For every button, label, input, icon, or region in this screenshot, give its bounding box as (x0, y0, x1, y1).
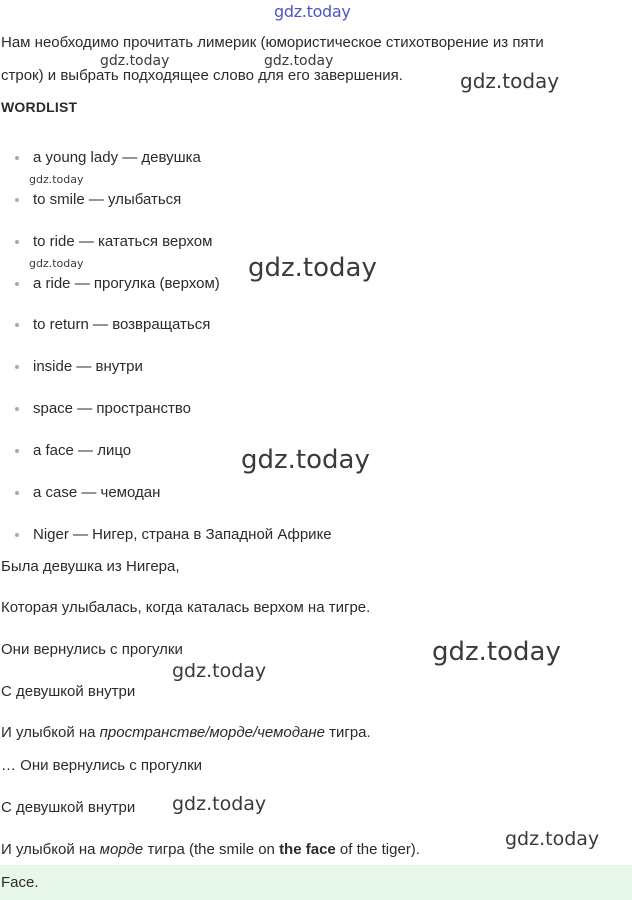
poem-final-line-1: … Они вернулись с прогулки (1, 757, 203, 774)
bullet-icon (15, 323, 19, 327)
bullet-icon (15, 491, 19, 495)
answer-text: Face. (1, 874, 39, 891)
watermark: gdz.today (241, 445, 370, 475)
list-item: to smile — улыбаться (15, 191, 181, 208)
answer-box (0, 865, 632, 900)
bullet-icon (15, 449, 19, 453)
list-item: a young lady — девушка (15, 149, 201, 166)
list-item: to return — возвращаться (15, 316, 210, 333)
intro-line-1: Нам необходимо прочитать лимерик (юмористическое стихотворение из пяти (1, 34, 544, 51)
list-item: inside — внутри (15, 358, 143, 375)
watermark: gdz.today (432, 637, 561, 667)
watermark: gdz.today (264, 53, 334, 69)
poem-line-4: С девушкой внутри (1, 683, 136, 700)
poem-final-line-3: И улыбкой на морде тигра (the smile on the face of the tiger). (1, 841, 420, 858)
watermark: gdz.today (172, 793, 267, 815)
watermark: gdz.today (505, 828, 600, 850)
poem-line-5: И улыбкой на пространстве/морде/чемодане тигра. (1, 724, 371, 741)
poem-options: пространстве/морде/чемодане (99, 724, 325, 741)
poem-line-3: Они вернулись с прогулки (1, 641, 183, 658)
list-item: Niger — Нигер, страна в Западной Африке (15, 526, 332, 543)
bullet-icon (15, 533, 19, 537)
list-item: a ride — прогулка (верхом) (15, 275, 220, 292)
list-item: a case — чемодан (15, 484, 160, 501)
bullet-icon (15, 365, 19, 369)
poem-line-2: Которая улыбалась, когда каталась верхом на тигре. (1, 599, 371, 616)
bullet-icon (15, 240, 19, 244)
list-item: a face — лицо (15, 442, 131, 459)
intro-line-2: строк) и выбрать подходящее слово для его завершения. (1, 67, 403, 84)
watermark: gdz.today (172, 660, 267, 682)
watermark: gdz.today (29, 173, 84, 186)
bullet-icon (15, 156, 19, 160)
watermark-top: gdz.today (274, 2, 351, 21)
wordlist-heading: WORDLIST (1, 99, 78, 115)
bullet-icon (15, 407, 19, 411)
bullet-icon (15, 198, 19, 202)
watermark: gdz.today (100, 53, 170, 69)
watermark: gdz.today (29, 257, 84, 270)
bullet-icon (15, 282, 19, 286)
list-item: space — пространство (15, 400, 191, 417)
watermark: gdz.today (248, 253, 377, 283)
poem-final-line-2: С девушкой внутри (1, 799, 136, 816)
watermark: gdz.today (460, 69, 560, 93)
poem-line-1: Была девушка из Нигера, (1, 558, 180, 575)
list-item: to ride — кататься верхом (15, 233, 212, 250)
